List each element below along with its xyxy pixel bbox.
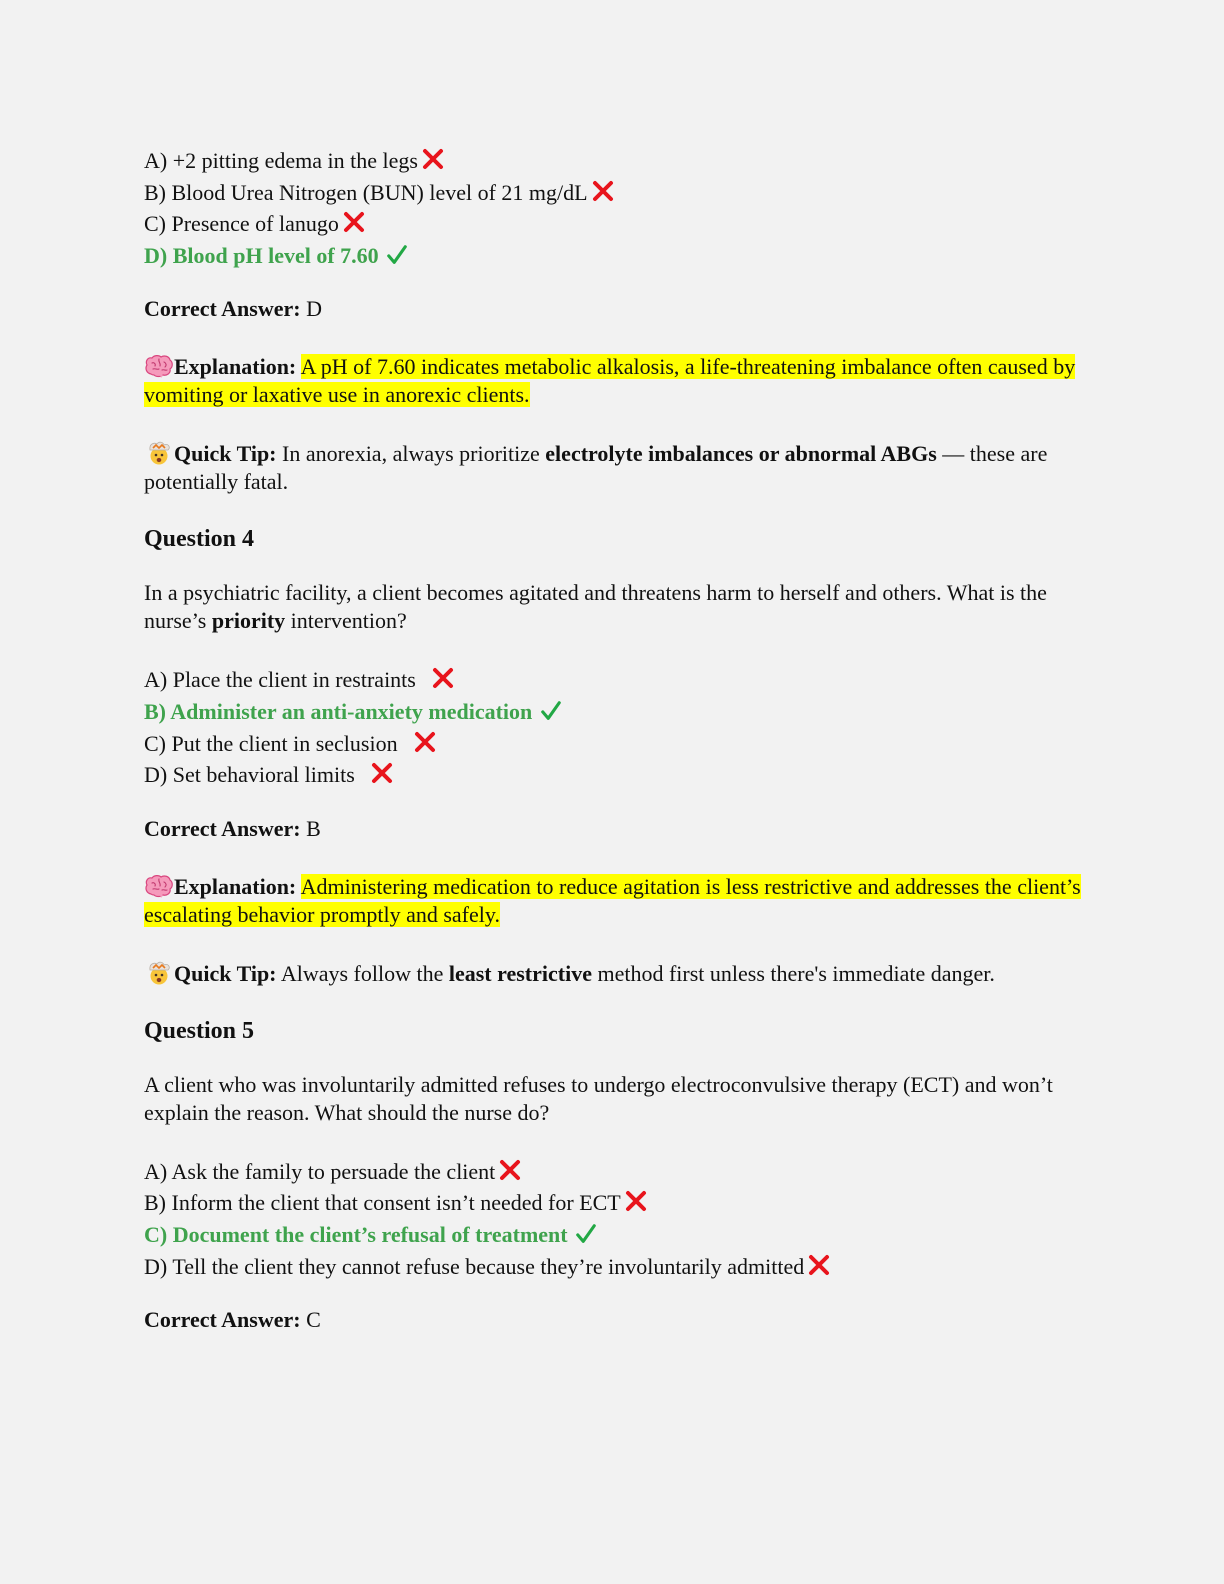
brain-emoji-icon (144, 354, 174, 378)
question-text-end: intervention? (290, 608, 407, 634)
question-5-block (144, 1016, 1084, 1334)
option-text: B) Inform the client that consent isn’t needed for ECT (144, 1190, 621, 1216)
correct-answer (144, 815, 1084, 843)
explanation (144, 873, 1084, 929)
question-4-block (144, 524, 1084, 987)
brain-emoji-icon (144, 874, 174, 898)
answer-options (144, 664, 1084, 790)
option-b (144, 1187, 1084, 1219)
cross-mark-icon (369, 761, 395, 785)
option-text: A) +2 pitting edema in the legs (144, 148, 418, 173)
check-mark-icon (540, 700, 562, 722)
quick-tip-text-end: — these are potentially fatal. (144, 441, 1048, 495)
option-d (144, 759, 1084, 791)
cross-mark-icon (412, 730, 438, 754)
option-c-correct (144, 1219, 1084, 1251)
quick-tip (144, 960, 1084, 988)
quick-tip (144, 440, 1084, 496)
explanation-text: Administering medication to reduce agitation is less restrictive and addresses the client’s escalating behavior promptly and safely. (144, 873, 1081, 927)
cross-mark-icon (341, 210, 367, 234)
quick-tip-text: In anorexia, always prioritize (282, 441, 540, 467)
cross-mark-icon (420, 147, 446, 171)
option-text: D) Tell the client they cannot refuse because they’re involuntarily admitted (144, 1253, 805, 1279)
option-b-correct (144, 696, 1084, 728)
question-text: A client who was involuntarily admitted refuses to undergo electroconvulsive therapy (ECT) and won’t explain the reason. What should the nurse do? (144, 1071, 1053, 1125)
question-title: Question 4 (144, 526, 255, 553)
cross-mark-icon (623, 1189, 649, 1213)
exploding-head-emoji-icon (144, 961, 174, 985)
quick-tip-text-end: method first unless there's immediate danger. (597, 960, 995, 986)
correct-answer-label: Correct Answer: (144, 1307, 301, 1333)
cross-mark-icon (806, 1253, 832, 1277)
option-c (144, 728, 1084, 760)
option-a (144, 145, 1084, 177)
correct-answer (144, 295, 1084, 323)
option-text: B) Administer an anti-anxiety medication (144, 698, 533, 724)
option-text: B) Blood Urea Nitrogen (BUN) level of 21 mg/dL (144, 179, 588, 205)
option-text: C) Document the client’s refusal of treatment (144, 1221, 568, 1247)
quick-tip-emphasis: least restrictive (448, 960, 592, 986)
cross-mark-icon (590, 179, 616, 203)
answer-options (144, 145, 1084, 271)
option-text: D) Blood pH level of 7.60 (144, 242, 379, 268)
option-text: A) Ask the family to persuade the client (144, 1158, 496, 1184)
cross-mark-icon (497, 1158, 523, 1182)
correct-answer-label: Correct Answer: (144, 815, 301, 841)
quick-tip-text: Always follow the (280, 960, 444, 986)
correct-answer-value: B (306, 815, 321, 841)
quick-tip-label: Quick Tip: (174, 960, 277, 986)
option-text: C) Put the client in seclusion (144, 730, 398, 756)
option-text: A) Place the client in restraints (144, 667, 416, 693)
explanation-text: A pH of 7.60 indicates metabolic alkalosis, a life-threatening imbalance often caused by vomiting or laxative use in anorexic clients. (144, 354, 1076, 408)
quick-tip-label: Quick Tip: (174, 441, 277, 467)
option-d-correct (144, 240, 1084, 272)
question-title: Question 5 (144, 1017, 255, 1044)
cross-mark-icon (430, 666, 456, 690)
option-d (144, 1251, 1084, 1283)
quick-tip-emphasis: electrolyte imbalances or abnormal ABGs (545, 441, 937, 467)
explanation (144, 353, 1084, 409)
correct-answer-value: D (306, 296, 322, 322)
option-a (144, 1156, 1084, 1188)
explanation-label: Explanation: (174, 873, 297, 899)
option-b (144, 177, 1084, 209)
option-c (144, 208, 1084, 240)
question-text-emphasis: priority (211, 608, 286, 634)
question-3-block (144, 145, 1084, 496)
correct-answer-value: C (306, 1307, 321, 1333)
check-mark-icon (575, 1223, 597, 1245)
question-text-start: In a psychiatric facility, a client becomes agitated and threatens harm to herself and others. What is the nurse’s (144, 580, 1047, 634)
correct-answer-label: Correct Answer: (144, 296, 301, 322)
explanation-label: Explanation: (174, 354, 297, 380)
check-mark-icon (386, 244, 408, 266)
exploding-head-emoji-icon (144, 441, 174, 465)
option-text: C) Presence of lanugo (144, 211, 339, 237)
question-text (144, 579, 1084, 635)
correct-answer (144, 1306, 1084, 1334)
document-page (144, 145, 1084, 1334)
answer-options (144, 1156, 1084, 1282)
option-text: D) Set behavioral limits (144, 762, 355, 788)
option-a (144, 664, 1084, 696)
